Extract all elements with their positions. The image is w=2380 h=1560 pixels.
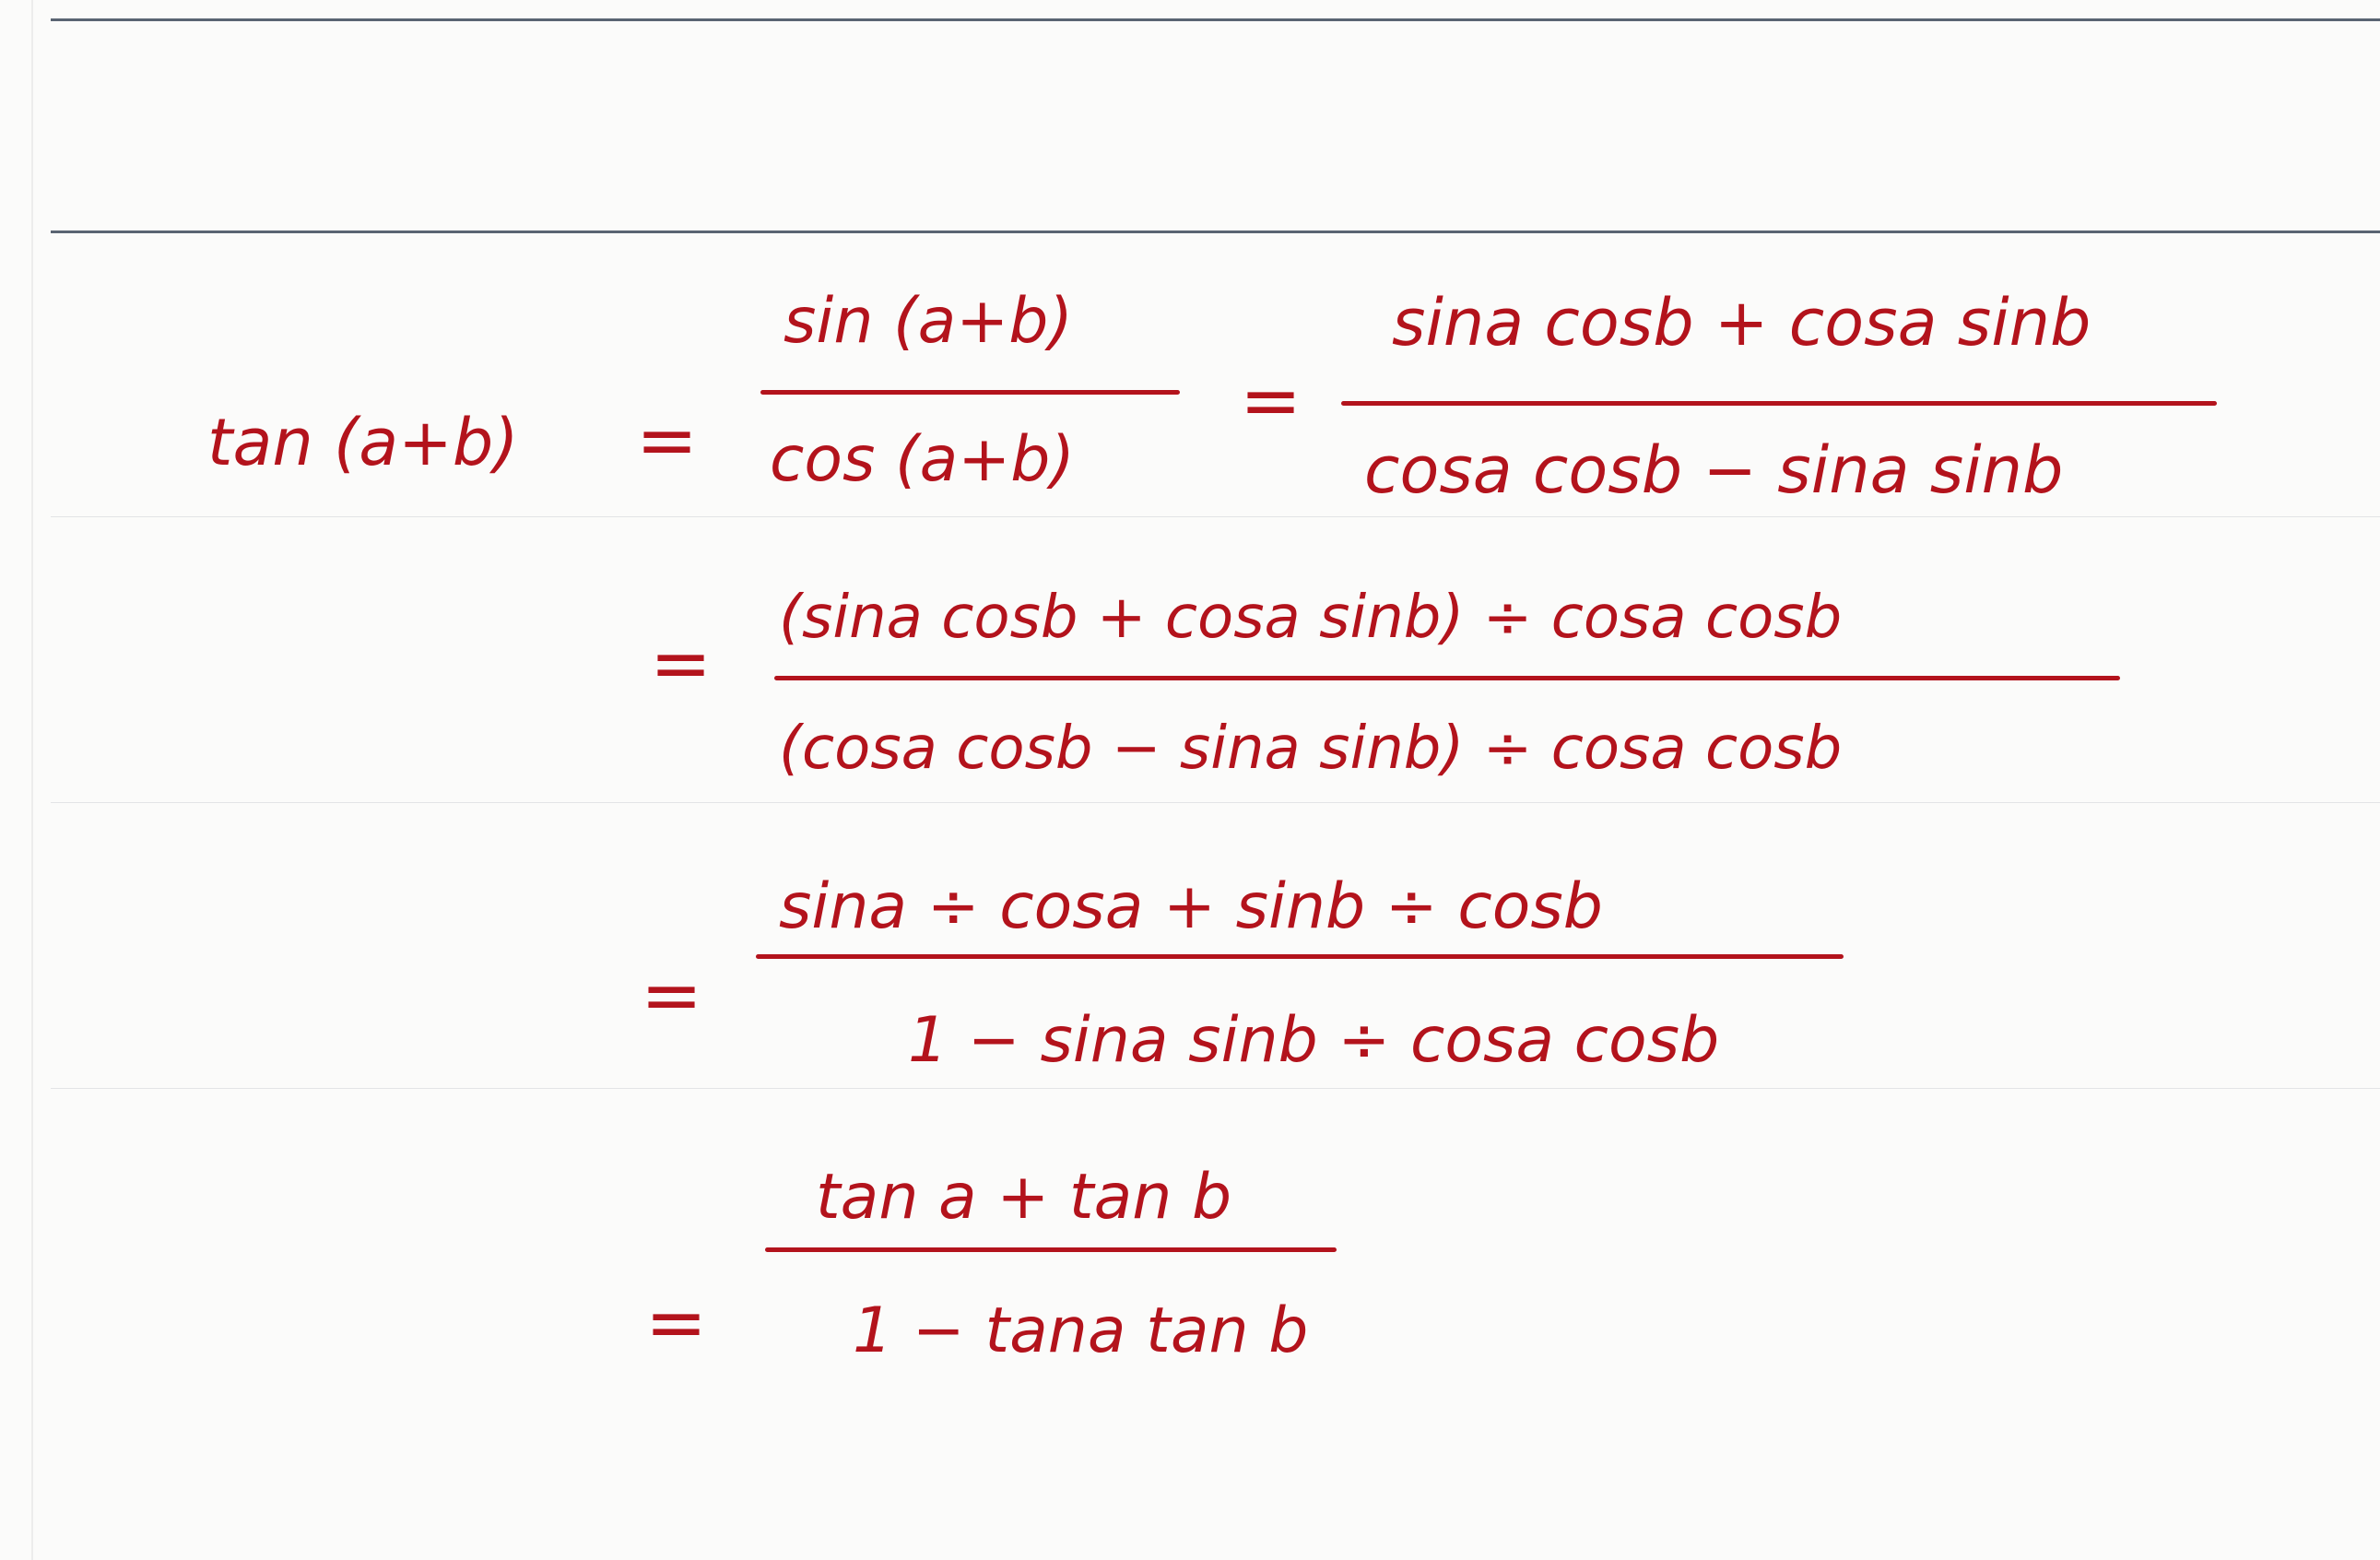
fraction-bar [774, 676, 2120, 680]
fraction-denominator: 1 − tana tan b [853, 1294, 1309, 1367]
fraction-numerator: (sina cosb + cosa sinb) ÷ cosa cosb [779, 584, 1843, 652]
equals-sign: = [636, 397, 699, 483]
faint-rule [51, 802, 2380, 803]
fraction-bar [765, 1247, 1337, 1252]
fraction-denominator: cosa cosb − sina sinb [1364, 432, 2064, 508]
fraction-denominator: cos (a+b) [770, 423, 1075, 496]
fraction-numerator: tan a + tan b [816, 1161, 1232, 1234]
equals-sign: = [1240, 358, 1302, 443]
notebook-rule-top [51, 18, 2380, 21]
notebook-rule-mid [51, 230, 2380, 233]
equals-sign: = [650, 620, 713, 706]
fraction-numerator: sina cosb + cosa sinb [1392, 285, 2091, 360]
fraction-numerator: sina ÷ cosa + sinb ÷ cosb [779, 870, 1603, 943]
fraction-denominator: 1 − sina sinb ÷ cosa cosb [908, 1004, 1720, 1077]
margin-line [31, 0, 33, 1560]
faint-rule [51, 1088, 2380, 1089]
lhs-expression: tan (a+b) [207, 405, 519, 480]
fraction-denominator: (cosa cosb − sina sinb) ÷ cosa cosb [779, 715, 1843, 783]
fraction-numerator: sin (a+b) [784, 285, 1073, 358]
equals-sign: = [645, 1280, 708, 1365]
fraction-bar [1341, 401, 2217, 406]
equals-sign: = [641, 952, 703, 1038]
fraction-bar [756, 954, 1844, 959]
faint-rule [51, 516, 2380, 517]
fraction-bar [760, 390, 1180, 395]
